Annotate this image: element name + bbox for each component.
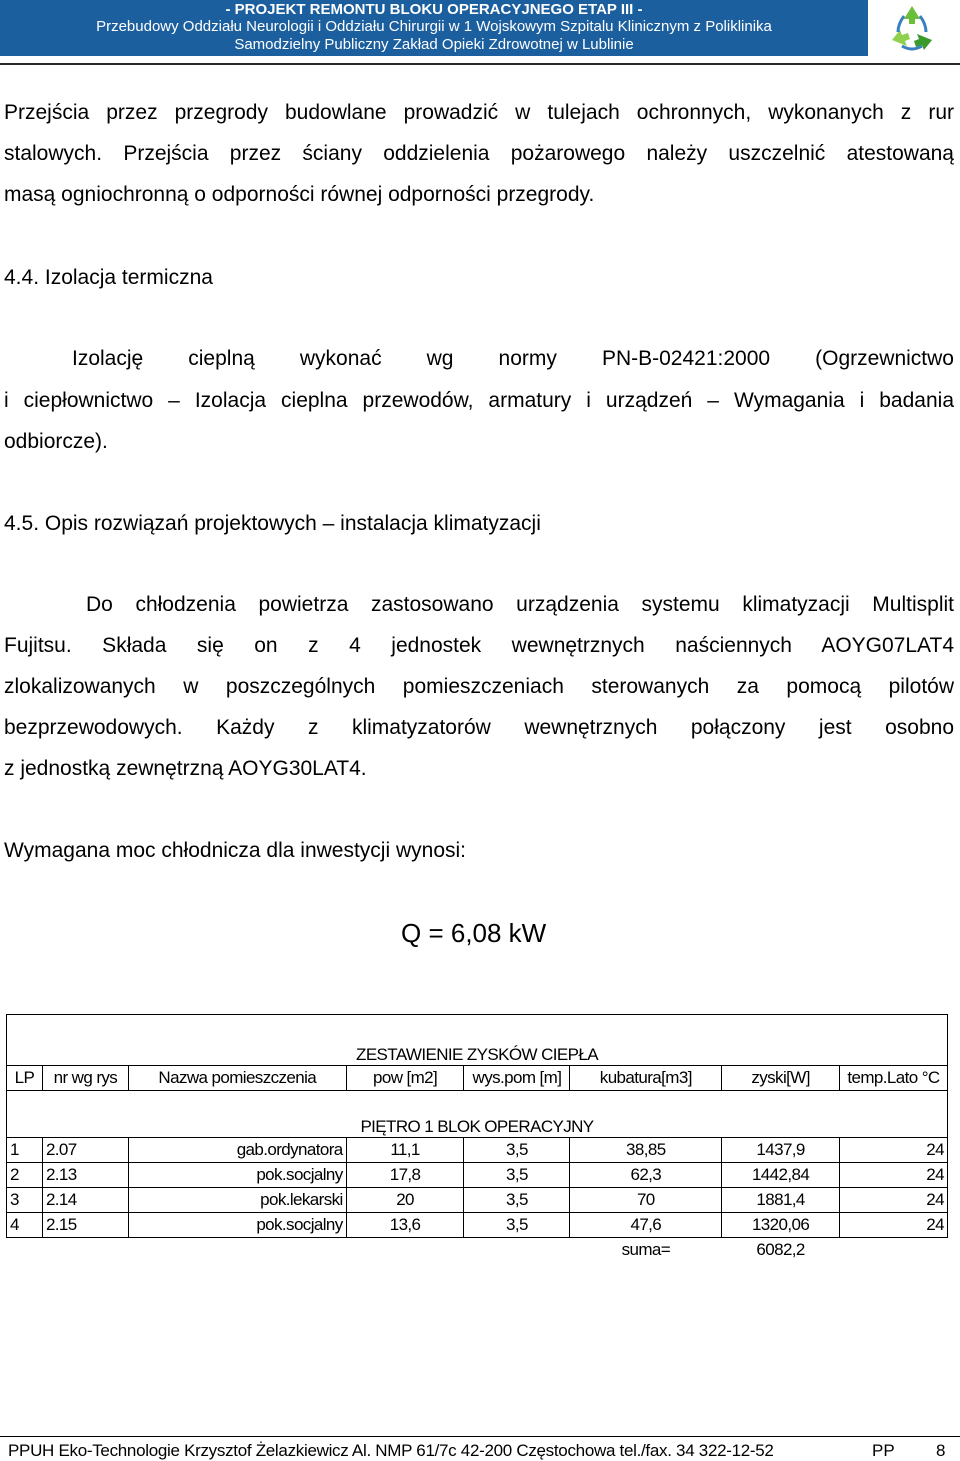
header-hospital-line: Przebudowy Oddziału Neurologii i Oddziału Chirurgii w 1 Wojskowym Szpitalu Klinicznym z Poliklinika (96, 18, 772, 35)
paragraph-line: Izolację cieplną wykonać wg normy PN-B-02421:2000 (Ogrzewnictwo (72, 347, 954, 370)
page-number: 8 (936, 1441, 946, 1460)
table-row (7, 1188, 948, 1213)
cell-height: 3,5 (464, 1138, 570, 1163)
section-heading-4-5: 4.5. Opis rozwiązań projektowych – instalacja klimatyzacji (4, 512, 541, 535)
table-sum-row (7, 1238, 948, 1263)
table-section-row (7, 1091, 948, 1138)
cell-volume: 47,6 (570, 1213, 722, 1238)
header-project-title: - PROJEKT REMONTU BLOKU OPERACYJNEGO ETAP III - (225, 1, 643, 18)
cell-area: 17,8 (346, 1163, 464, 1188)
cell-gains: 1442,84 (722, 1163, 840, 1188)
paragraph-line: zlokalizowanych w poszczególnych pomieszczeniach sterowanych za pomocą pilotów (4, 675, 954, 698)
table-row (7, 1213, 948, 1238)
cell-temp: 24 (839, 1163, 947, 1188)
cell-lp: 2 (7, 1163, 43, 1188)
section-label: PIĘTRO 1 BLOK OPERACYJNY (7, 1091, 948, 1138)
cell-gains: 1437,9 (722, 1138, 840, 1163)
section-heading-4-4: 4.4. Izolacja termiczna (4, 266, 213, 289)
cell-nr: 2.13 (42, 1163, 128, 1188)
cell-lp: 4 (7, 1213, 43, 1238)
sum-value: 6082,2 (756, 1240, 805, 1259)
footer-company: PPUH Eko-Technologie Krzysztof Żelazkiewicz Al. NMP 61/7c 42-200 Częstochowa tel./fax. 34 322-12-52 (8, 1441, 774, 1460)
paragraph-line: odbiorcze). (4, 430, 108, 453)
cell-area: 11,1 (346, 1138, 464, 1163)
table-title-row (7, 1015, 948, 1066)
table-row (7, 1138, 948, 1163)
cell-temp: 24 (839, 1188, 947, 1213)
paragraph-line: i ciepłownictwo – Izolacja cieplna przewodów, armatury i urządzeń – Wymagania i badania (4, 389, 954, 412)
header-institution-line: Samodzielny Publiczny Zakład Opieki Zdrowotnej w Lublinie (234, 36, 634, 53)
paragraph-line: bezprzewodowych. Każdy z klimatyzatorów wewnętrznych połączony jest osobno (4, 716, 954, 739)
paragraph-line: Wymagana moc chłodnicza dla inwestycji wynosi: (4, 839, 466, 862)
paragraph-line: z jednostką zewnętrzną AOYG30LAT4. (4, 757, 367, 780)
cell-gains: 1881,4 (722, 1188, 840, 1213)
cooling-power-formula: Q = 6,08 kW (401, 918, 547, 948)
paragraph-line: Przejścia przez przegrody budowlane prowadzić w tulejach ochronnych, wykonanych z rur (4, 101, 954, 124)
footer-rule (0, 1436, 960, 1437)
heat-gains-table (6, 1014, 948, 1262)
paragraph-line: stalowych. Przejścia przez ściany oddzielenia pożarowego należy uszczelnić atestowaną (4, 142, 954, 165)
cell-name: pok.socjalny (128, 1163, 346, 1188)
cell-lp: 1 (7, 1138, 43, 1163)
paragraph-line: Do chłodzenia powietrza zastosowano urządzenia systemu klimatyzacji Multisplit (86, 593, 954, 616)
table-title: ZESTAWIENIE ZYSKÓW CIEPŁA (7, 1015, 948, 1066)
cell-gains: 1320,06 (722, 1213, 840, 1238)
table-row (7, 1163, 948, 1188)
column-header: wys.pom [m] (464, 1066, 570, 1091)
cell-nr: 2.14 (42, 1188, 128, 1213)
cell-area: 20 (346, 1188, 464, 1213)
cell-volume: 62,3 (570, 1163, 722, 1188)
page-header (0, 0, 960, 70)
column-header: pow [m2] (346, 1066, 464, 1091)
cell-height: 3,5 (464, 1188, 570, 1213)
recycle-arrows-icon (886, 2, 938, 54)
cell-name: gab.ordynatora (128, 1138, 346, 1163)
cell-temp: 24 (839, 1138, 947, 1163)
cell-name: pok.lekarski (128, 1188, 346, 1213)
column-header: LP (7, 1066, 43, 1091)
header-rule (0, 63, 960, 65)
cell-temp: 24 (839, 1213, 947, 1238)
cell-volume: 70 (570, 1188, 722, 1213)
cell-volume: 38,85 (570, 1138, 722, 1163)
cell-nr: 2.15 (42, 1213, 128, 1238)
sum-label: suma= (621, 1240, 671, 1259)
cell-height: 3,5 (464, 1213, 570, 1238)
footer-section-code: PP (872, 1441, 895, 1460)
column-header: Nazwa pomieszczenia (128, 1066, 346, 1091)
cell-nr: 2.07 (42, 1138, 128, 1163)
column-header: kubatura[m3] (570, 1066, 722, 1091)
cell-area: 13,6 (346, 1213, 464, 1238)
header-band (0, 0, 868, 56)
table-header-row (7, 1066, 948, 1091)
paragraph-line: masą ogniochronną o odporności równej odporności przegrody. (4, 183, 595, 206)
cell-lp: 3 (7, 1188, 43, 1213)
column-header: temp.Lato °C (839, 1066, 947, 1091)
column-header: zyski[W] (722, 1066, 840, 1091)
sum-empty (839, 1238, 947, 1263)
paragraph-line: Fujitsu. Składa się on z 4 jednostek wewnętrznych naściennych AOYG07LAT4 (4, 634, 954, 657)
cell-height: 3,5 (464, 1163, 570, 1188)
cell-name: pok.socjalny (128, 1213, 346, 1238)
column-header: nr wg rys (42, 1066, 128, 1091)
sum-spacer (7, 1238, 570, 1263)
